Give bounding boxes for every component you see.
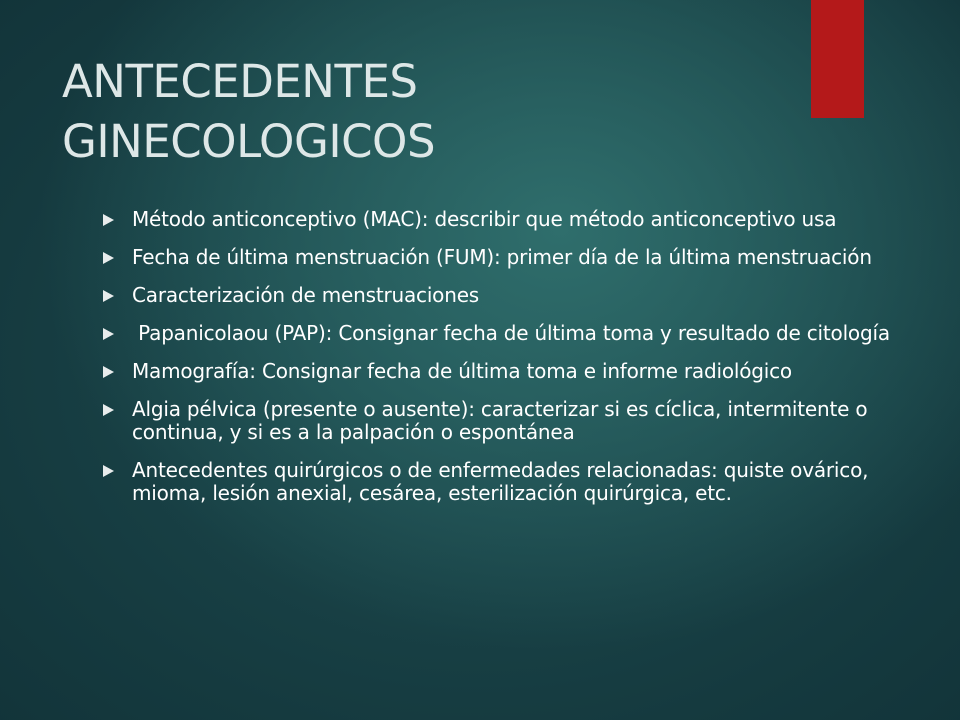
triangle-right-icon bbox=[103, 404, 114, 416]
bullet-item bbox=[100, 398, 890, 444]
bullet-item bbox=[100, 284, 890, 307]
bullet-text: Método anticonceptivo (MAC): describir que método anticonceptivo usa bbox=[132, 207, 837, 231]
bullet-item bbox=[100, 208, 890, 231]
bullet-item bbox=[100, 459, 890, 505]
triangle-right-icon bbox=[103, 290, 114, 302]
accent-bar bbox=[811, 0, 864, 118]
slide-title bbox=[62, 52, 802, 172]
bullet-text: Mamografía: Consignar fecha de última toma e informe radiológico bbox=[132, 359, 792, 383]
triangle-right-icon bbox=[103, 465, 114, 477]
triangle-right-icon bbox=[103, 328, 114, 340]
bullet-list bbox=[100, 208, 890, 520]
bullet-text: Antecedentes quirúrgicos o de enfermedades relacionadas: quiste ovárico, mioma, lesión anexial, cesárea, esterilización quirúrgica, etc. bbox=[132, 458, 869, 505]
bullet-text: Fecha de última menstruación (FUM): primer día de la última menstruación bbox=[132, 245, 872, 269]
bullet-text: Caracterización de menstruaciones bbox=[132, 283, 480, 307]
bullet-item bbox=[100, 246, 890, 269]
bullet-item bbox=[100, 322, 890, 345]
triangle-right-icon bbox=[103, 252, 114, 264]
triangle-right-icon bbox=[103, 366, 114, 378]
bullet-text: Algia pélvica (presente o ausente): caracterizar si es cíclica, intermitente o continua, y si es a la palpación o espontánea bbox=[132, 397, 868, 444]
slide-title-line-1: ANTECEDENTES bbox=[62, 55, 418, 108]
bullet-text: Papanicolaou (PAP): Consignar fecha de última toma y resultado de citología bbox=[132, 321, 890, 345]
slide-title-line-2: GINECOLOGICOS bbox=[62, 115, 436, 168]
triangle-right-icon bbox=[103, 214, 114, 226]
bullet-item bbox=[100, 360, 890, 383]
